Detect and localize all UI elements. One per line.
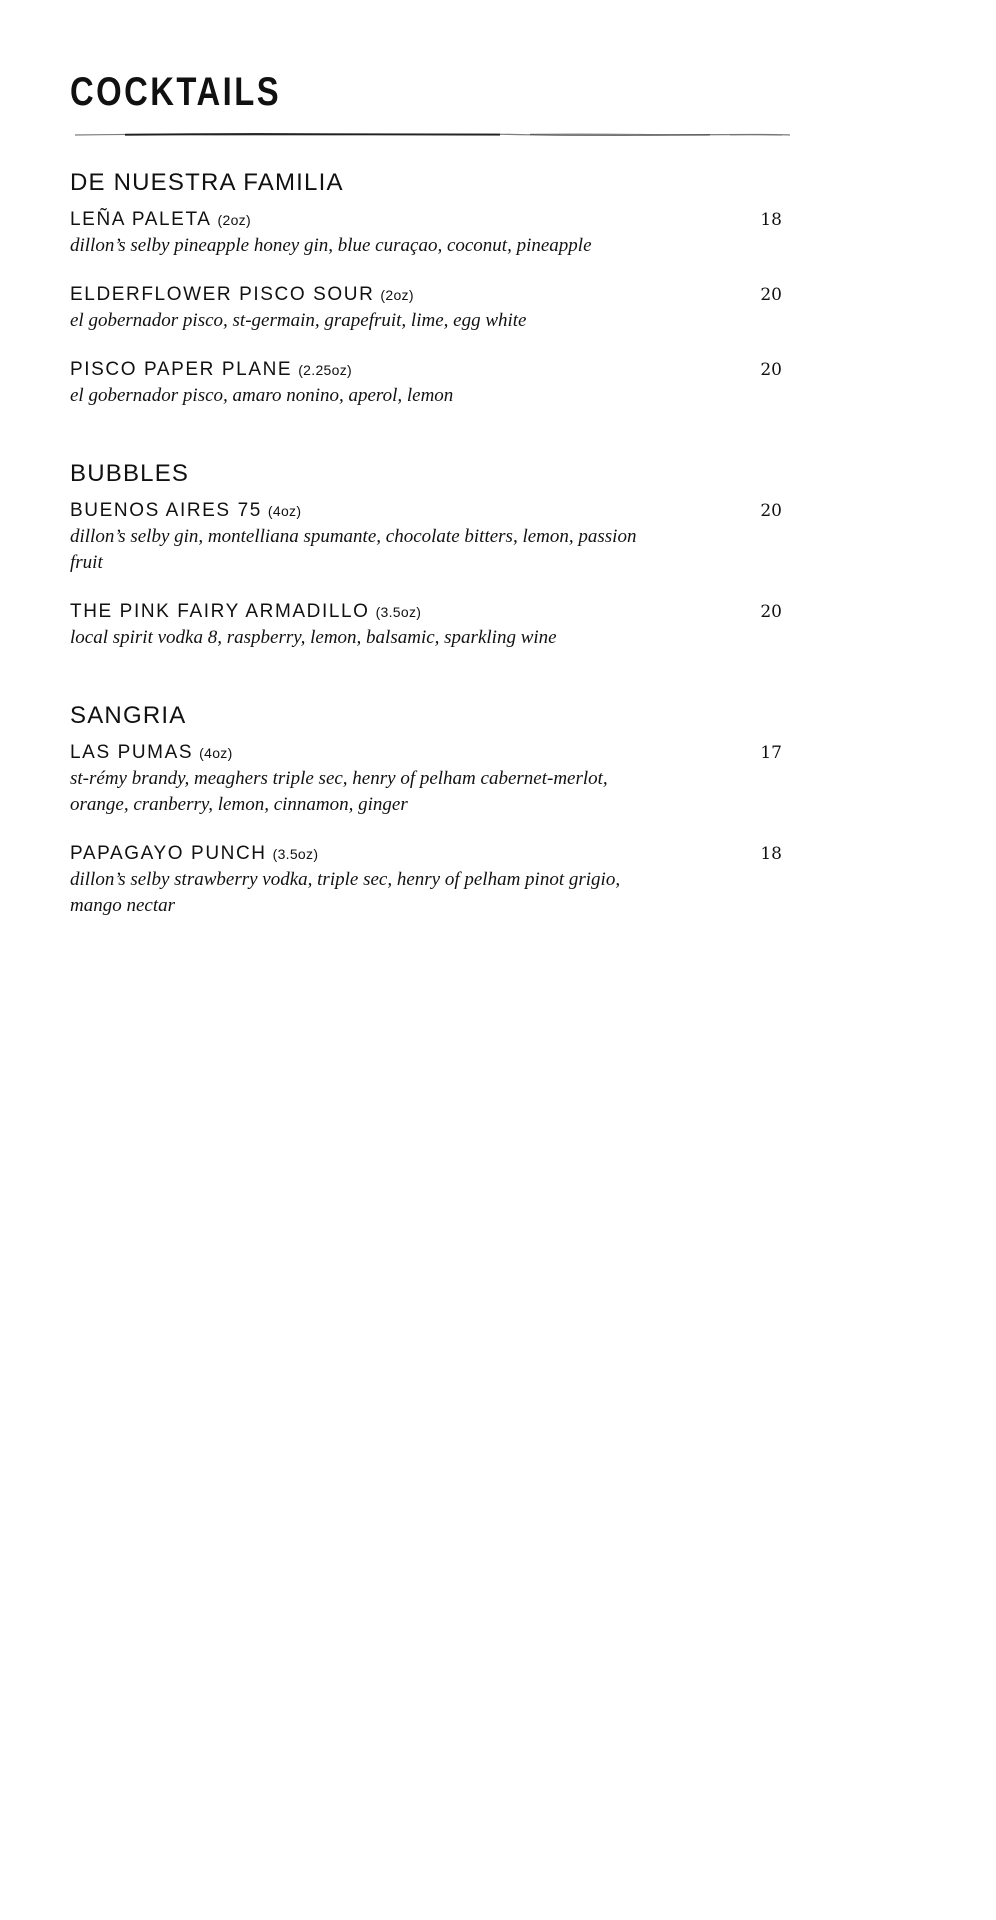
menu-item	[70, 358, 782, 409]
section-title: SANGRIA	[70, 702, 187, 729]
item-volume: (3.5oz)	[375, 604, 422, 620]
cocktail-menu-page	[70, 70, 782, 919]
menu-item-header	[70, 600, 782, 624]
item-title	[70, 842, 318, 866]
menu-item-header	[70, 741, 782, 765]
menu-item	[70, 208, 782, 259]
menu-item-header	[70, 499, 782, 523]
menu-item-header	[70, 358, 782, 382]
menu-item	[70, 283, 782, 334]
item-volume: (4oz)	[199, 745, 233, 761]
item-name: PISCO PAPER PLANE	[70, 359, 293, 380]
item-volume: (4oz)	[267, 503, 302, 519]
menu-item	[70, 741, 782, 818]
menu-section-de-nuestra-familia	[70, 168, 782, 409]
menu-section-bubbles	[70, 459, 782, 651]
section-title: DE NUESTRA FAMILIA	[70, 169, 344, 196]
item-title	[70, 358, 352, 382]
item-name: PAPAGAYO PUNCH	[70, 843, 267, 864]
item-description: st-rémy brandy, meaghers triple sec, henry of pelham cabernet-merlot, orange, cranberry, lemon, cinnamon, ginger	[70, 768, 608, 815]
item-name: LEÑA PALETA	[70, 209, 212, 230]
item-description: dillon’s selby gin, montelliana spumante, chocolate bitters, lemon, passion fruit	[70, 526, 637, 573]
item-price: 18	[760, 844, 782, 864]
item-title	[70, 741, 233, 765]
item-price: 20	[760, 602, 782, 622]
menu-item	[70, 600, 782, 651]
item-description: dillon’s selby strawberry vodka, triple sec, henry of pelham pinot grigio, mango nectar	[70, 869, 621, 916]
section-title: BUBBLES	[70, 460, 190, 487]
item-name: ELDERFLOWER PISCO SOUR	[70, 284, 375, 305]
item-title	[70, 600, 421, 624]
menu-item-header	[70, 283, 782, 307]
item-price: 20	[760, 360, 782, 380]
menu-title: COCKTAILS	[70, 70, 282, 114]
item-name: LAS PUMAS	[70, 742, 194, 763]
item-volume: (2.25oz)	[298, 362, 352, 378]
menu-section-sangria	[70, 701, 782, 919]
item-volume: (2oz)	[217, 212, 251, 228]
item-price: 17	[760, 743, 782, 763]
item-title	[70, 283, 414, 307]
item-price: 20	[760, 501, 782, 521]
item-description: el gobernador pisco, amaro nonino, aperol, lemon	[70, 385, 454, 406]
menu-item	[70, 499, 782, 576]
item-description: dillon’s selby pineapple honey gin, blue curaçao, coconut, pineapple	[70, 235, 592, 256]
item-name: THE PINK FAIRY ARMADILLO	[70, 601, 370, 622]
item-description: el gobernador pisco, st-germain, grapefruit, lime, egg white	[70, 310, 527, 331]
item-price: 20	[760, 285, 782, 305]
brush-stroke-divider	[70, 132, 790, 138]
menu-item-header	[70, 208, 782, 232]
item-volume: (2oz)	[380, 287, 414, 303]
item-description: local spirit vodka 8, raspberry, lemon, balsamic, sparkling wine	[70, 627, 557, 648]
item-title	[70, 499, 301, 523]
item-volume: (3.5oz)	[272, 846, 319, 862]
menu-item	[70, 842, 782, 919]
item-title	[70, 208, 251, 232]
item-name: BUENOS AIRES 75	[70, 500, 262, 521]
menu-item-header	[70, 842, 782, 866]
item-price: 18	[760, 210, 782, 230]
